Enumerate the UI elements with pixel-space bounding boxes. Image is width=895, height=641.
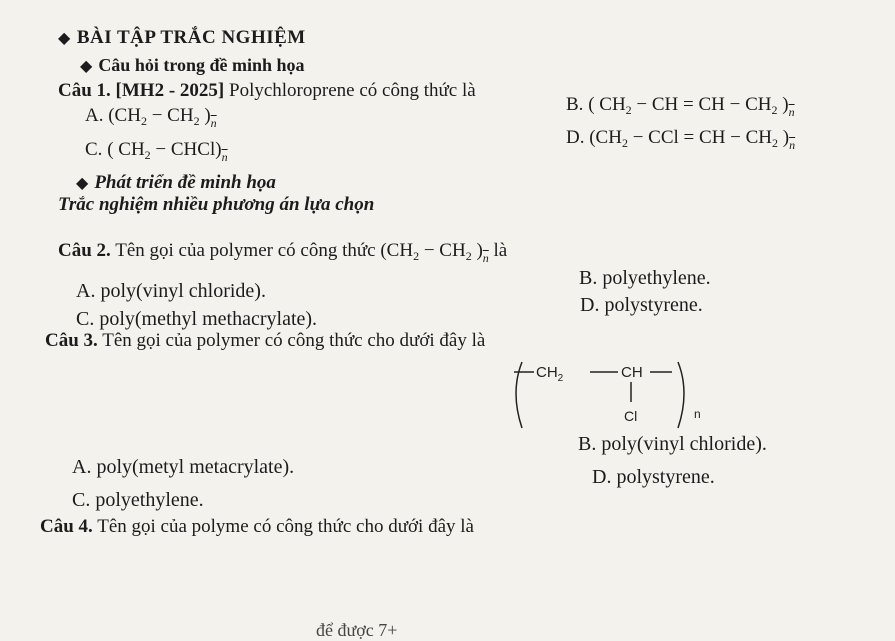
formula-part: − CH	[146, 105, 194, 126]
section-heading-2	[76, 172, 276, 194]
q2-text-before: Tên gọi của polymer có công thức	[115, 240, 376, 261]
q2-option-d[interactable]: D. polystyrene.	[580, 294, 703, 316]
formula-part: − CH	[419, 240, 466, 261]
q3-option-c[interactable]: C. polyethylene.	[72, 489, 204, 511]
q3-stem	[45, 330, 485, 352]
struct-n: n	[694, 407, 701, 421]
formula-part: )	[777, 94, 789, 115]
diamond-bullet-icon: ◆	[58, 30, 71, 47]
formula-n: n	[482, 251, 489, 265]
q1-label: Câu 1.	[58, 80, 111, 101]
pvc-structure	[500, 350, 730, 440]
q4-stem	[40, 516, 474, 538]
section-2-label: Phát triển đề minh họa	[94, 172, 276, 193]
subsection-heading: Trắc nghiệm nhiều phương án lựa chọn	[58, 194, 375, 215]
q2-option-b[interactable]: B. polyethylene.	[579, 267, 711, 289]
q1-text: Polychloroprene có công thức là	[229, 80, 476, 101]
q1-option-a[interactable]	[85, 105, 217, 131]
formula-subscript: 2	[465, 249, 472, 263]
formula-subscript: 2	[413, 249, 420, 263]
formula-part: − CCl = CH − CH	[627, 127, 773, 148]
q1-source: [MH2 - 2025]	[115, 80, 225, 101]
formula-part: − CH = CH − CH	[631, 94, 772, 115]
q4-label: Câu 4.	[40, 516, 93, 537]
formula-part: (CH	[108, 105, 141, 126]
formula-subscript: 2	[193, 114, 200, 128]
diamond-bullet-icon: ◆	[76, 175, 89, 192]
formula-subscript: 2	[144, 148, 151, 162]
q2-label: Câu 2.	[58, 240, 111, 261]
formula-part: (CH	[380, 240, 414, 261]
q3-option-a[interactable]: A. poly(metyl metacrylate).	[72, 456, 295, 478]
q2-text-after: là	[493, 240, 508, 261]
formula-subscript: 2	[625, 103, 632, 117]
q2-option-a[interactable]: A. poly(vinyl chloride).	[76, 280, 266, 302]
formula-n: n	[221, 150, 228, 164]
option-letter: C.	[85, 139, 103, 160]
formula-subscript: 2	[771, 103, 778, 117]
footer-partial-text: để được 7+	[316, 620, 398, 640]
struct-left-group: $CH_2$	[536, 364, 564, 384]
q2-option-c[interactable]: C. poly(methyl methacrylate).	[76, 308, 318, 330]
q3-label: Câu 3.	[45, 330, 98, 351]
q1-option-d[interactable]	[566, 127, 795, 153]
option-letter: B.	[566, 94, 584, 115]
formula-n: n	[210, 116, 217, 130]
formula-part: ( CH	[107, 139, 145, 160]
q3-option-b[interactable]: B. poly(vinyl chloride).	[578, 433, 767, 455]
struct-sub-group: Cl	[624, 408, 638, 424]
q2-stem	[58, 240, 507, 266]
formula-subscript: 2	[621, 136, 628, 150]
diamond-bullet-icon: ◆	[80, 58, 93, 75]
section-heading-1	[80, 55, 305, 76]
q1-stem	[58, 80, 476, 102]
section-1-label: Câu hỏi trong đề minh họa	[98, 55, 305, 75]
right-bracket	[678, 362, 684, 428]
formula-subscript: 2	[772, 136, 779, 150]
formula-n: n	[788, 105, 795, 119]
formula-n: n	[789, 138, 796, 152]
q4-text: Tên gọi của polyme có công thức cho dưới đây là	[97, 516, 474, 537]
option-letter: D.	[566, 127, 585, 148]
q3-option-d[interactable]: D. polystyrene.	[592, 466, 715, 488]
formula-part: ( CH	[588, 94, 626, 115]
formula-part: )	[471, 240, 483, 261]
formula-part: − CHCl)	[150, 139, 222, 160]
formula-part: )	[778, 127, 790, 148]
page-title: BÀI TẬP TRẮC NGHIỆM	[76, 27, 306, 48]
q3-text: Tên gọi của polymer có công thức cho dưới đây là	[102, 330, 486, 351]
formula-part: )	[199, 105, 211, 126]
formula-subscript: 2	[140, 114, 147, 128]
q1-option-b[interactable]	[566, 94, 795, 120]
formula-part: (CH	[589, 127, 622, 148]
q1-option-c[interactable]	[85, 139, 228, 165]
title-line	[58, 27, 306, 49]
struct-right-group: CH	[621, 364, 643, 381]
option-letter: A.	[85, 105, 104, 126]
